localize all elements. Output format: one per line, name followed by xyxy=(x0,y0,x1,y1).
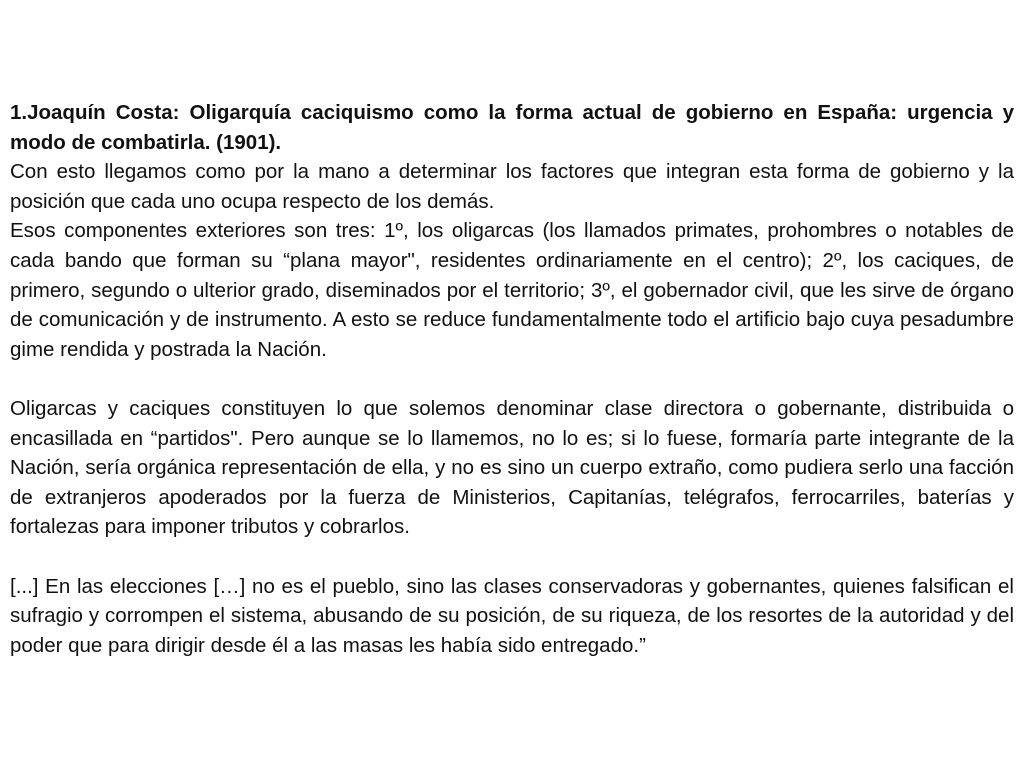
paragraph-intro: Con esto llegamos como por la mano a determinar los factores que integran esta forma de gobierno y la posición que cada uno ocupa respecto de los demás. xyxy=(10,160,1014,213)
paragraph-oligarcas: Oligarcas y caciques constituyen lo que solemos denominar clase directora o gobernante, distribuida o encasillada en “partidos". Pero aunque se lo llamemos, no lo es; si lo fuese, formaría parte integrante de la Nación, sería orgánica representación de ella, y no es sino un cuerpo extraño, como pudiera serlo una facción de extranjeros apoderados por la fuerza de Ministerios, Capitanías, telégrafos, ferrocarriles, baterías y fortalezas para imponer tributos y cobrarlos. xyxy=(10,396,1014,539)
slide-text-body xyxy=(10,98,1014,660)
paragraph-components: Esos componentes exteriores son tres: 1º, los oligarcas (los llamados primates, prohombres o notables de cada bando que forman su “plana mayor", residentes ordinariamente en el centro); 2º, los caciques, de primero, segundo o ulterior grado, diseminados por el territorio; 3º, el gobernador civil, que les sirve de órgano de comunicación y de instrumento. A esto se reduce fundamentalmente todo el artificio bajo cuya pesadumbre gime rendida y postrada la Nación. xyxy=(10,219,1014,361)
paragraph-elecciones: [...] En las elecciones […] no es el pueblo, sino las clases conservadoras y gobernantes, quienes falsifican el sufragio y corrompen el sistema, abusando de su posición, de su riqueza, de los resortes de la autoridad y del poder que para dirigir desde él a las masas les había sido entregado.” xyxy=(10,574,1014,657)
document-title: 1.Joaquín Costa: Oligarquía caciquismo como la forma actual de gobierno en España: urgencia y modo de combatirla. (1901). xyxy=(10,101,1014,154)
